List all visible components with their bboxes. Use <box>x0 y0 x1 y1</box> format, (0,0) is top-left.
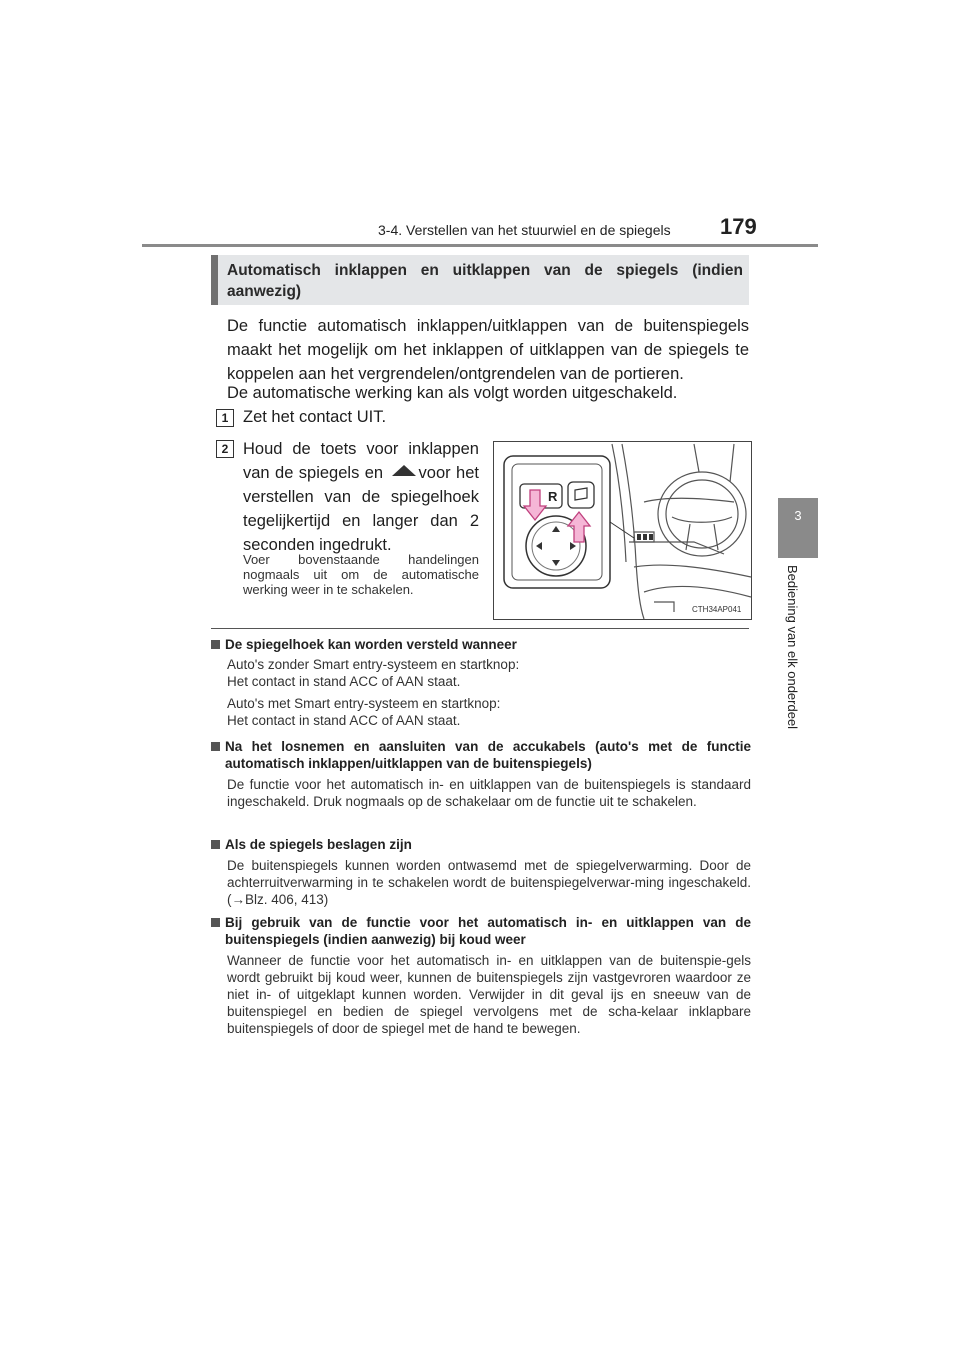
step-subnote: Voer bovenstaande handelingen nogmaals uit om de automatische werking weer in te schakelen. <box>243 552 479 597</box>
step-text-part: Houd de toets voor inklappen van de spiegels en <box>243 440 479 482</box>
triangle-up-icon <box>392 465 416 476</box>
note-heading: De spiegelhoek kan worden versteld wanneer <box>211 636 751 653</box>
chapter-number: 3 <box>794 508 802 523</box>
square-bullet-icon <box>211 742 220 751</box>
step-text: Zet het contact UIT. <box>243 408 387 426</box>
note-block <box>211 914 751 1037</box>
mirror-switch-illustration <box>493 441 752 620</box>
note-body: De buitenspiegels kunnen worden ontwasemd met de spiegelverwarming. Door de achterruitverwarming in te schakelen wordt de buitenspiegelverwar-ming ingeschakeld. (→Blz. 406, 413) <box>227 858 751 907</box>
intro-paragraph-2: De automatische werking kan als volgt worden uitgeschakeld. <box>227 384 678 402</box>
square-bullet-icon <box>211 918 220 927</box>
note-block <box>211 636 751 729</box>
step-number: 1 <box>216 409 234 427</box>
note-body: Wanneer de functie voor het automatisch in- en uitklappen van de buitenspie-gels wordt gebruikt bij koud weer, kunnen de buitenspiegels zijn vastgevroren waardoor ze niet in- of uitgeklapt kunnen worden. Verwijder in dit geval ijs en sneeuw van de buitenspiegel en bedien de spiegel vervolgens met de scha-kelaar inklapbare buitenspiegels of door de spiegel met de hand te bewegen. <box>227 953 751 1036</box>
step-text-part: voor het verstellen van de spiegelhoek tegelijkertijd en langer dan 2 seconden ingedrukt. <box>243 464 479 554</box>
illustration-code: CTH34AP041 <box>692 605 742 614</box>
note-heading: Bij gebruik van de functie voor het automatisch in- en uitklappen van de buitenspiegels (indien aanwezig) bij koud weer <box>211 914 751 948</box>
page-number: 179 <box>720 214 757 239</box>
header-section-title: 3-4. Verstellen van het stuurwiel en de spiegels <box>378 222 671 238</box>
intro-paragraph: De functie automatisch inklappen/uitklappen van de buitenspiegels maakt het mogelijk om het inklappen of uitklappen van de spiegels te koppelen aan het vergrendelen/ontgrendelen van de portieren. <box>227 317 749 383</box>
chapter-title: Bediening van elk onderdeel <box>785 565 800 730</box>
label-r: R <box>548 489 558 504</box>
square-bullet-icon <box>211 840 220 849</box>
note-body: Auto's zonder Smart entry-systeem en startknop: Het contact in stand ACC of AAN staat. Auto's met Smart entry-systeem en startknop: Het contact in stand ACC of AAN staat. <box>227 657 520 728</box>
step-number: 2 <box>216 440 234 458</box>
divider <box>211 628 749 629</box>
illustration-graphic <box>494 442 751 619</box>
note-heading: Na het losnemen en aansluiten van de accukabels (auto's met de functie automatisch inklappen/uitklappen van de buitenspiegels) <box>211 738 751 772</box>
chapter-tab <box>778 498 818 558</box>
step-text <box>243 437 479 557</box>
header-rule <box>142 244 818 247</box>
square-bullet-icon <box>211 640 220 649</box>
section-heading-bar <box>211 255 218 305</box>
section-heading: Automatisch inklappen en uitklappen van de spiegels (indien aanwezig) <box>227 262 743 300</box>
note-block <box>211 836 751 908</box>
note-body: De functie voor het automatisch in- en uitklappen van de buitenspiegels is standaard ingeschakeld. Druk nogmaals op de schakelaar om de functie uit te schakelen. <box>227 777 751 809</box>
note-block <box>211 738 751 810</box>
note-heading: Als de spiegels beslagen zijn <box>211 836 751 853</box>
